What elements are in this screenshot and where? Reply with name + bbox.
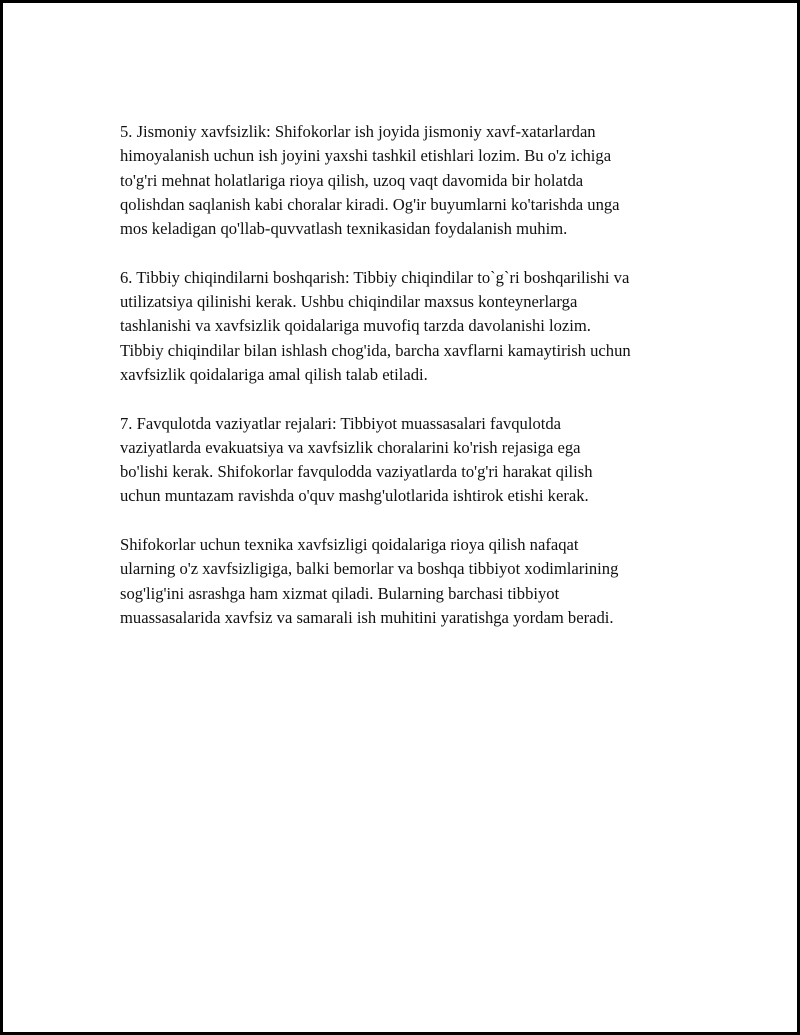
text-line: sog'lig'ini asrashga ham xizmat qiladi. Bularning barchasi tibbiyot — [120, 583, 560, 603]
text-line: Shifokorlar uchun texnika xavfsizligi qoidalariga rioya qilish nafaqat — [120, 535, 579, 555]
text-line: utilizatsiya qilinishi kerak. Ushbu chiqindilar maxsus konteynerlarga — [120, 292, 578, 312]
paragraph-medical-waste — [120, 266, 700, 387]
text-line: muassasalarida xavfsiz va samarali ish muhitini yaratishga yordam beradi. — [120, 607, 614, 627]
text-line: mos keladigan qo'llab-quvvatlash texnikasidan foydalanish muhim. — [120, 219, 568, 239]
text-line: qolishdan saqlanish kabi choralar kiradi. Og'ir buyumlarni ko'tarishda unga — [120, 194, 620, 214]
text-line: 7. Favqulotda vaziyatlar rejalari: Tibbiyot muassasalari favqulotda — [120, 413, 562, 433]
text-line: tashlanishi va xavfsizlik qoidalariga muvofiq tarzda davolanishi lozim. — [120, 316, 591, 336]
text-line: uchun muntazam ravishda o'quv mashg'ulotlarida ishtirok etishi kerak. — [120, 486, 589, 506]
paragraph-emergency-plans — [120, 412, 700, 509]
text-line: to'g'ri mehnat holatlariga rioya qilish, uzoq vaqt davomida bir holatda — [120, 170, 584, 190]
text-line: Tibbiy chiqindilar bilan ishlash chog'ida, barcha xavflarni kamaytirish uchun — [120, 340, 631, 360]
text-line: 5. Jismoniy xavfsizlik: Shifokorlar ish joyida jismoniy xavf-xatarlardan — [120, 122, 596, 141]
paragraph-physical-safety — [120, 120, 700, 241]
document-body — [120, 120, 700, 655]
text-line: vaziyatlarda evakuatsiya va xavfsizlik choralarini ko'rish rejasiga ega — [120, 437, 581, 457]
text-line: bo'lishi kerak. Shifokorlar favqulodda vaziyatlarda to'g'ri harakat qilish — [120, 462, 593, 482]
text-line: ularning o'z xavfsizligiga, balki bemorlar va boshqa tibbiyot xodimlarining — [120, 559, 619, 579]
paragraph-conclusion — [120, 533, 700, 630]
text-line: 6. Tibbiy chiqindilarni boshqarish: Tibbiy chiqindilar to`g`ri boshqarilishi va — [120, 267, 630, 287]
text-line: xavfsizlik qoidalariga amal qilish talab etiladi. — [120, 364, 428, 384]
text-line: himoyalanish uchun ish joyini yaxshi tashkil etishlari lozim. Bu o'z ichiga — [120, 146, 612, 166]
